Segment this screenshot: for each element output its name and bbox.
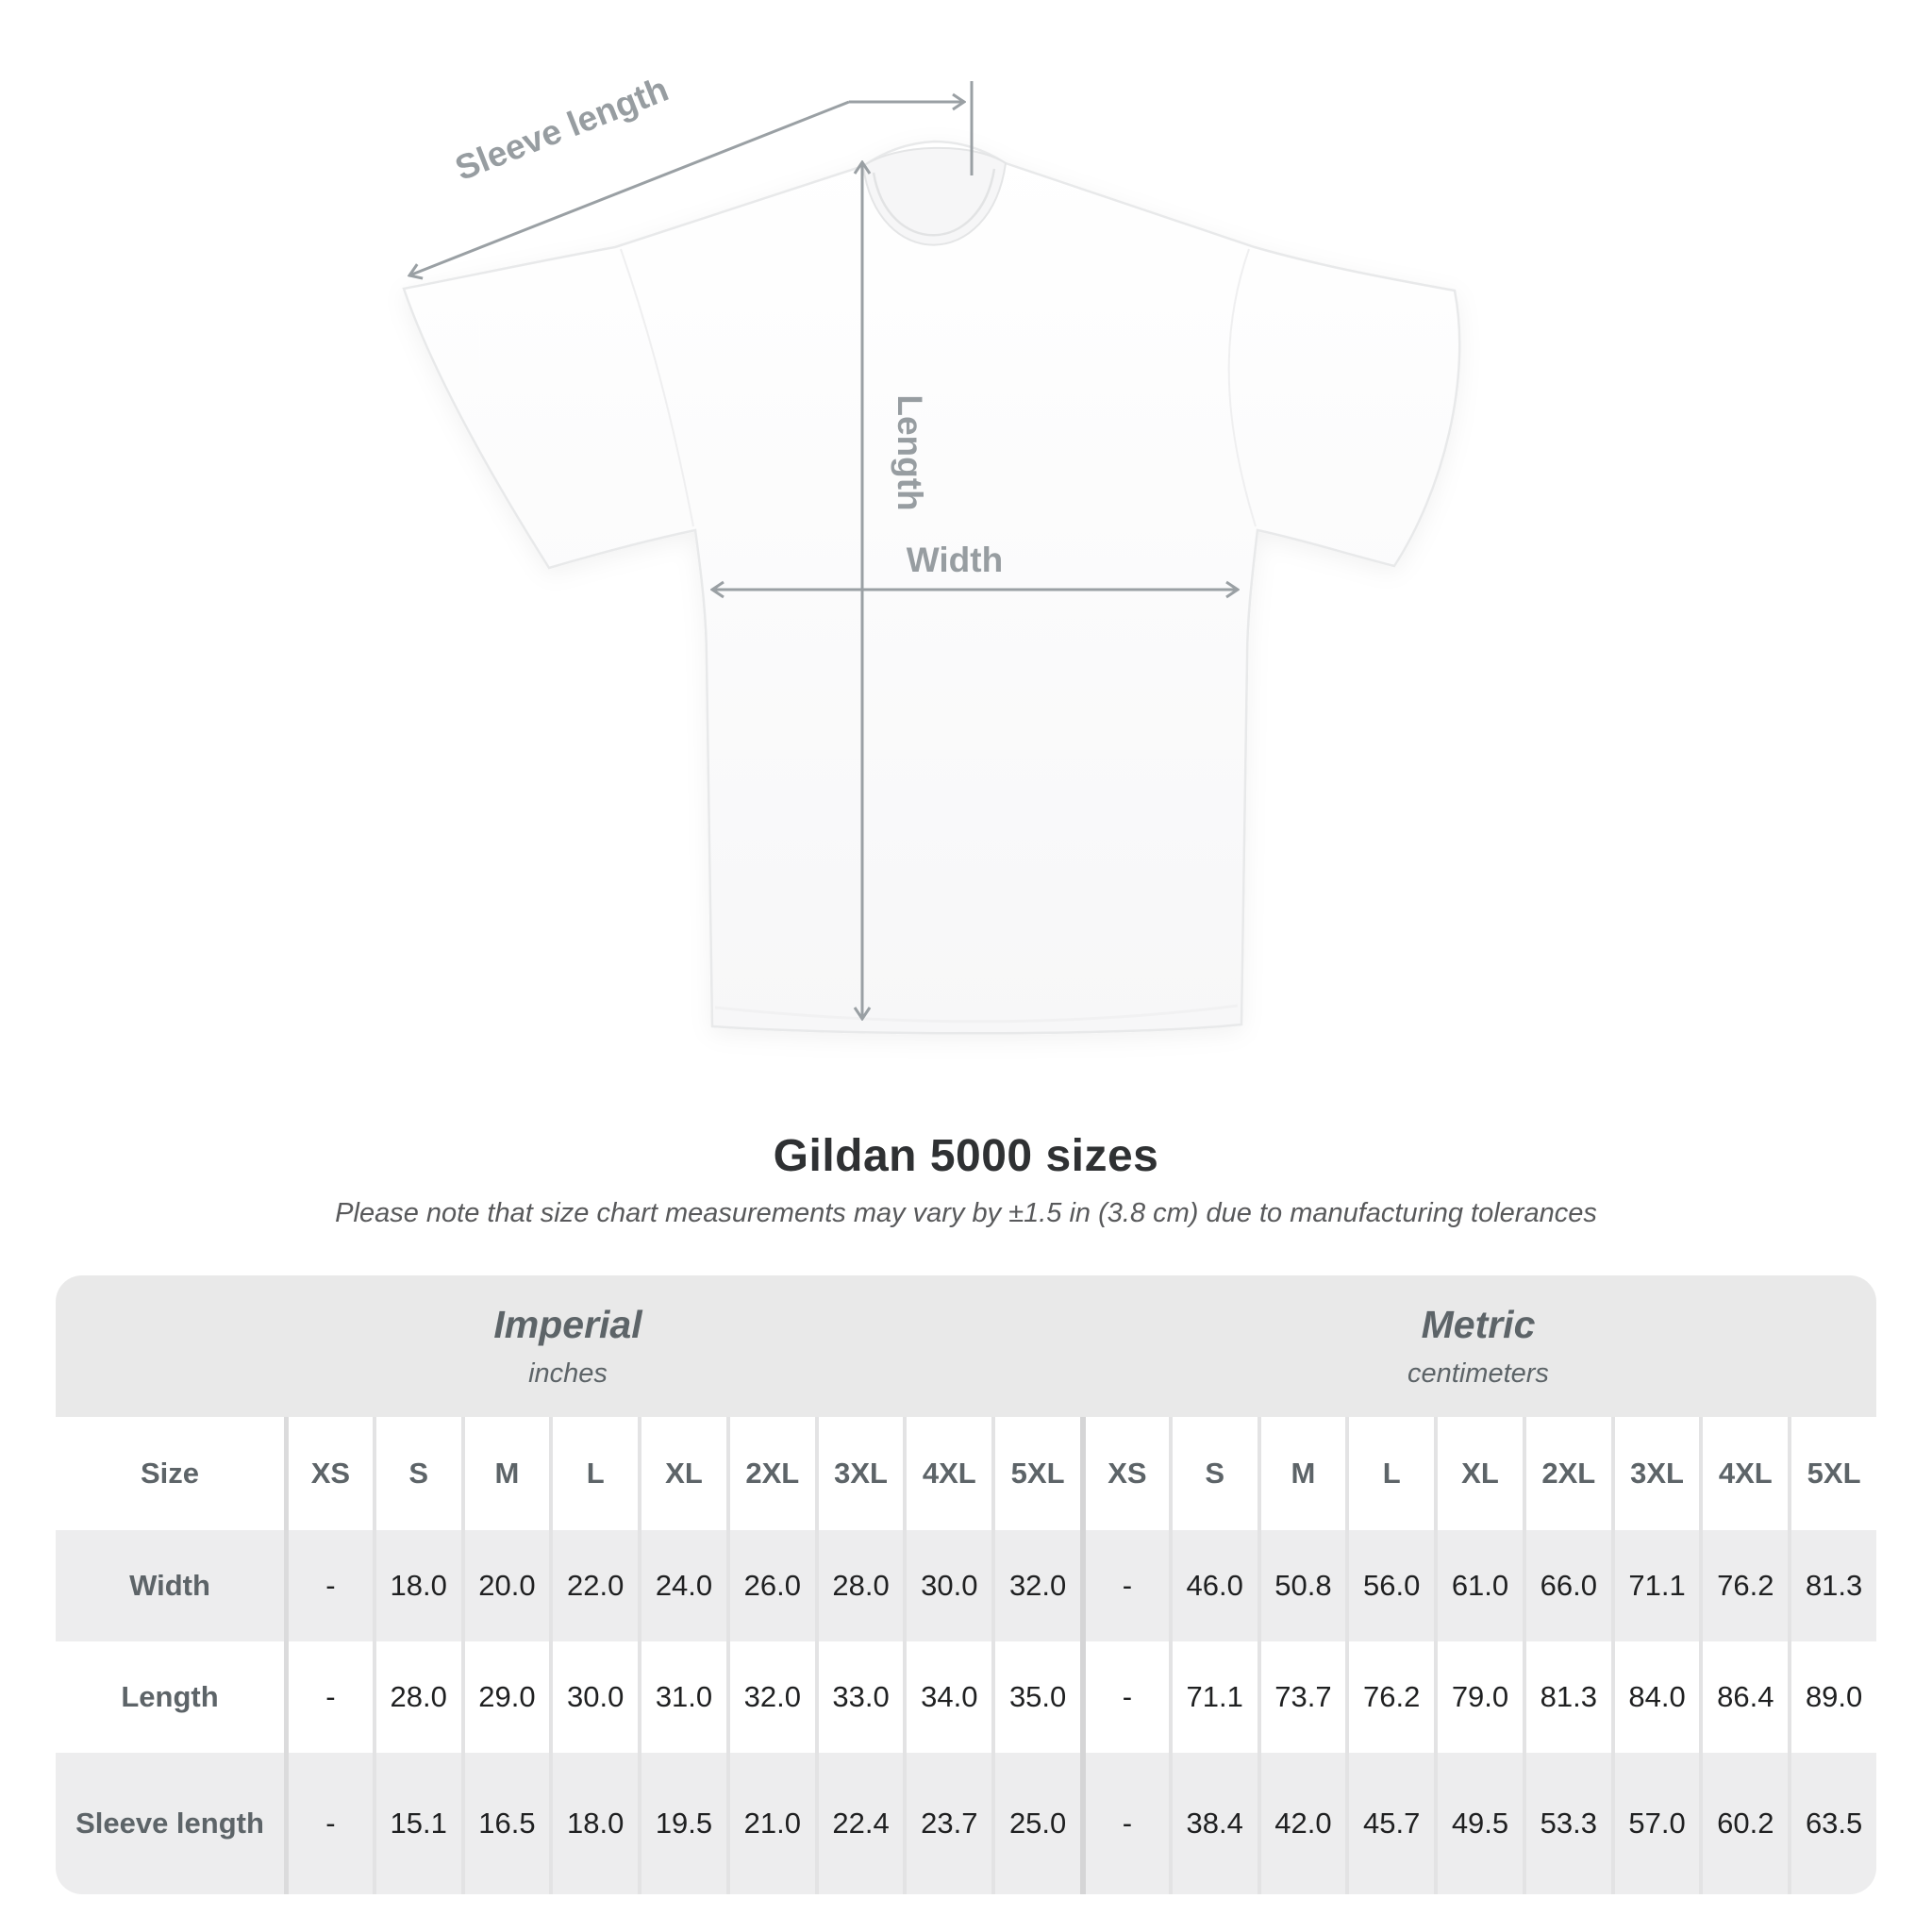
cell-sleeve-length-imperial-5xl: 25.0 <box>991 1753 1080 1894</box>
cell-sleeve-length-metric-5xl: 63.5 <box>1788 1753 1876 1894</box>
unit-group-imperial <box>56 1275 1080 1417</box>
row-label-length: Length <box>56 1641 284 1753</box>
cell-width-imperial-4xl: 30.0 <box>903 1530 991 1641</box>
sleeve-length-dimension-label: Sleeve length <box>449 69 674 189</box>
cell-sleeve-length-metric-s: 38.4 <box>1169 1753 1257 1894</box>
col-header-metric-l: L <box>1345 1417 1434 1530</box>
cell-sleeve-length-imperial-l: 18.0 <box>549 1753 638 1894</box>
cell-length-metric-xl: 79.0 <box>1434 1641 1523 1753</box>
cell-length-metric-2xl: 81.3 <box>1523 1641 1611 1753</box>
length-dimension-label: Length <box>891 394 929 511</box>
cell-length-imperial-l: 30.0 <box>549 1641 638 1753</box>
cell-width-metric-s: 46.0 <box>1169 1530 1257 1641</box>
size-table <box>56 1275 1876 1894</box>
cell-length-metric-5xl: 89.0 <box>1788 1641 1876 1753</box>
cell-width-imperial-m: 20.0 <box>461 1530 550 1641</box>
cell-sleeve-length-imperial-xs: - <box>284 1753 373 1894</box>
col-header-imperial-3xl: 3XL <box>815 1417 904 1530</box>
cell-width-imperial-2xl: 26.0 <box>726 1530 815 1641</box>
cell-width-imperial-s: 18.0 <box>373 1530 461 1641</box>
unit-group-metric <box>1080 1275 1876 1417</box>
col-header-imperial-2xl: 2XL <box>726 1417 815 1530</box>
col-header-metric-3xl: 3XL <box>1611 1417 1700 1530</box>
col-header-metric-m: M <box>1257 1417 1346 1530</box>
cell-sleeve-length-imperial-2xl: 21.0 <box>726 1753 815 1894</box>
cell-sleeve-length-imperial-4xl: 23.7 <box>903 1753 991 1894</box>
cell-width-metric-4xl: 76.2 <box>1699 1530 1788 1641</box>
cell-length-metric-3xl: 84.0 <box>1611 1641 1700 1753</box>
cell-sleeve-length-imperial-xl: 19.5 <box>638 1753 726 1894</box>
col-header-imperial-4xl: 4XL <box>903 1417 991 1530</box>
col-header-imperial-l: L <box>549 1417 638 1530</box>
cell-length-imperial-s: 28.0 <box>373 1641 461 1753</box>
col-header-metric-2xl: 2XL <box>1523 1417 1611 1530</box>
row-label-sleeve-length: Sleeve length <box>56 1753 284 1894</box>
cell-length-imperial-3xl: 33.0 <box>815 1641 904 1753</box>
tolerance-note: Please note that size chart measurements may vary by ±1.5 in (3.8 cm) due to manufacturing tolerances <box>335 1198 1597 1228</box>
col-header-imperial-m: M <box>461 1417 550 1530</box>
cell-length-metric-s: 71.1 <box>1169 1641 1257 1753</box>
cell-width-metric-xs: - <box>1080 1530 1169 1641</box>
cell-sleeve-length-imperial-m: 16.5 <box>461 1753 550 1894</box>
cell-length-imperial-5xl: 35.0 <box>991 1641 1080 1753</box>
cell-sleeve-length-metric-2xl: 53.3 <box>1523 1753 1611 1894</box>
col-header-metric-4xl: 4XL <box>1699 1417 1788 1530</box>
cell-length-metric-l: 76.2 <box>1345 1641 1434 1753</box>
cell-length-imperial-2xl: 32.0 <box>726 1641 815 1753</box>
col-header-metric-xs: XS <box>1080 1417 1169 1530</box>
cell-sleeve-length-metric-xl: 49.5 <box>1434 1753 1523 1894</box>
cell-width-metric-2xl: 66.0 <box>1523 1530 1611 1641</box>
tshirt-body <box>404 142 1459 1033</box>
cell-length-imperial-xl: 31.0 <box>638 1641 726 1753</box>
cell-length-imperial-xs: - <box>284 1641 373 1753</box>
size-corner-header: Size <box>56 1417 284 1530</box>
cell-width-metric-3xl: 71.1 <box>1611 1530 1700 1641</box>
row-label-width: Width <box>56 1530 284 1641</box>
cell-sleeve-length-metric-l: 45.7 <box>1345 1753 1434 1894</box>
metric-label: Metric <box>1421 1303 1536 1346</box>
imperial-label: Imperial <box>493 1303 642 1346</box>
tshirt-illustration <box>404 142 1459 1033</box>
cell-length-metric-m: 73.7 <box>1257 1641 1346 1753</box>
cell-length-metric-xs: - <box>1080 1641 1169 1753</box>
cell-width-metric-xl: 61.0 <box>1434 1530 1523 1641</box>
cell-width-imperial-3xl: 28.0 <box>815 1530 904 1641</box>
cell-width-imperial-l: 22.0 <box>549 1530 638 1641</box>
page-title: Gildan 5000 sizes <box>773 1131 1159 1181</box>
cell-width-imperial-5xl: 32.0 <box>991 1530 1080 1641</box>
col-header-imperial-5xl: 5XL <box>991 1417 1080 1530</box>
cell-width-metric-5xl: 81.3 <box>1788 1530 1876 1641</box>
col-header-metric-xl: XL <box>1434 1417 1523 1530</box>
col-header-imperial-s: S <box>373 1417 461 1530</box>
cell-sleeve-length-metric-m: 42.0 <box>1257 1753 1346 1894</box>
imperial-unit-label: inches <box>528 1358 608 1389</box>
col-header-imperial-xl: XL <box>638 1417 726 1530</box>
cell-width-metric-m: 50.8 <box>1257 1530 1346 1641</box>
cell-sleeve-length-imperial-s: 15.1 <box>373 1753 461 1894</box>
metric-unit-label: centimeters <box>1407 1358 1549 1389</box>
cell-sleeve-length-metric-3xl: 57.0 <box>1611 1753 1700 1894</box>
cell-length-metric-4xl: 86.4 <box>1699 1641 1788 1753</box>
col-header-metric-s: S <box>1169 1417 1257 1530</box>
cell-length-imperial-4xl: 34.0 <box>903 1641 991 1753</box>
cell-width-imperial-xs: - <box>284 1530 373 1641</box>
col-header-imperial-xs: XS <box>284 1417 373 1530</box>
cell-sleeve-length-imperial-3xl: 22.4 <box>815 1753 904 1894</box>
cell-sleeve-length-metric-4xl: 60.2 <box>1699 1753 1788 1894</box>
cell-width-imperial-xl: 24.0 <box>638 1530 726 1641</box>
cell-sleeve-length-metric-xs: - <box>1080 1753 1169 1894</box>
tshirt-diagram <box>283 47 1698 1104</box>
cell-length-imperial-m: 29.0 <box>461 1641 550 1753</box>
cell-width-metric-l: 56.0 <box>1345 1530 1434 1641</box>
col-header-metric-5xl: 5XL <box>1788 1417 1876 1530</box>
width-dimension-label: Width <box>906 541 1004 579</box>
